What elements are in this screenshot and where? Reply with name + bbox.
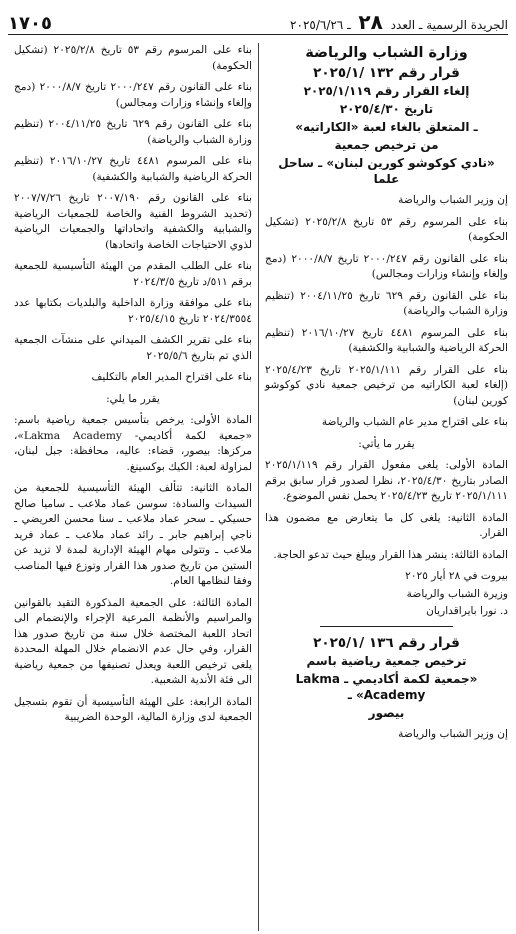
whereas-1: بناء على المرسوم رقم ٥٣ تاريخ ٢٠٢٥/٢/٨ (تشكيل الحكومة) bbox=[14, 44, 252, 72]
whereas-4: بناء على المرسوم ٤٤٨١ تاريخ ٢٠١٦/١٠/٢٧ (تنظيم الحركة الرياضية والشبابية والكشفية) bbox=[14, 155, 252, 183]
whereas-3: بناء على القانون رقم ٦٢٩ تاريخ ٢٠٠٤/١١/٢٥ (تنظيم وزارة الشباب والرياضة) bbox=[14, 118, 252, 146]
article-1: المادة الأولى: يلغى مفعول القرار رقم ٢٠٢٥/١/١١٩ الصادر بتاريخ ٢٠٢٥/٤/٣٠، نظرا لصدور قرار سابق برقم ٢٠٢٥/١/١١١ تاريخ ٢٠٢٥/٤/٢٣ يحمل نفس الموضوع. bbox=[265, 459, 508, 502]
decision-subject-2: من ترخيص جمعية bbox=[334, 138, 439, 152]
page-number: ١٧٠٥ bbox=[8, 13, 52, 34]
publication-name: الجريدة الرسمية ـ العدد bbox=[390, 18, 508, 32]
intro-line: إن وزير الشباب والرياضة bbox=[398, 194, 508, 206]
decision-2-subject-1: ترخيص جمعية رياضية باسم bbox=[306, 653, 467, 668]
decides-line: يقرر ما يلي: bbox=[106, 392, 160, 405]
whereas-8: بناء على تقرير الكشف الميداني على منشآت الجمعية الذي تم بتاريخ ٢٠٢٥/٥/٦ bbox=[14, 334, 252, 362]
section-divider bbox=[320, 626, 454, 627]
article-2: المادة الثانية: يلغى كل ما يتعارض مع مضمون هذا القرار. bbox=[265, 511, 508, 539]
decision-2-title: قرار رقم ١٣٦ /٢٠٢٥/١ bbox=[313, 634, 460, 651]
page-header bbox=[8, 6, 508, 35]
whereas-1: بناء على المرسوم رقم ٥٣ تاريخ ٢٠٢٥/٢/٨ (تشكيل الحكومة) bbox=[265, 215, 508, 243]
whereas-6: بناء على اقتراح مدير عام الشباب والرياضة bbox=[321, 416, 508, 428]
whereas-9: بناء على اقتراح المدير العام بالتكليف bbox=[91, 371, 252, 383]
right-column bbox=[258, 43, 508, 931]
whereas-5: بناء على القانون رقم ٢٠٠٧/١٩٠ تاريخ ٢٠٠٧/٧/٢٦ (تحديد الشروط الفنية والخاصة للجمعيات الرياضية والشبابية والكشفية واتحاداتها والجمعيات الرياضية لذوي الاحتياجات الخاصة واتحادها) bbox=[14, 192, 252, 251]
decides-line: يقرر ما يأتي: bbox=[358, 437, 415, 450]
signature-place-date: بيروت في ٢٨ أيار ٢٠٢٥ bbox=[405, 570, 508, 582]
whereas-7: بناء على موافقة وزارة الداخلية والبلديات بكتابها عدد ٢٠٢٤/٣٥٥٤ تاريخ ٢٠٢٥/٤/١٥ bbox=[14, 297, 252, 325]
decision-subject-3: «نادي كوكوشو كورين لبنان» ـ ساحل علما bbox=[278, 156, 495, 186]
article-3: المادة الثالثة: على الجمعية المذكورة التقيد بالقوانين والمراسيم والأنظمة المرعية الإجراء والإنضمام الى اتحاد اللعبة المختصة خلال سنة من تاريخ صدور هذا القرار، وفي حال عدم الانضمام خلال المهلة المحددة يلغى ترخيص اللعبة ويعدل تصنيفها من جمعية رياضية الى فئة الأندية الشعبية. bbox=[14, 596, 252, 686]
article-3: المادة الثالثة: ينشر هذا القرار ويبلغ حيث تدعو الحاجة. bbox=[273, 548, 508, 561]
ministry-heading: وزارة الشباب والرياضة bbox=[305, 45, 468, 61]
whereas-3: بناء على القانون رقم ٦٢٩ تاريخ ٢٠٠٤/١١/٢٥ (تنظيم وزارة الشباب والرياضة) bbox=[265, 289, 508, 317]
article-4: المادة الرابعة: على الهيئة التأسيسية أن تقوم بتسجيل الجمعية لدى وزارة المالية، الوحدة الضريبية bbox=[14, 695, 252, 723]
article-1: المادة الأولى: يرخص بتأسيس جمعية رياضية باسم: «جمعية لكمة أكاديمي- Lakma Academy»، مركزها: بيصور، قضاء: عاليه، محافظة: جبل لبنان، لمزاولة لعبة: الكيك بوكسينغ. bbox=[14, 414, 252, 473]
decision-date: تاريخ ٢٠٢٥/٤/٣٠ bbox=[339, 102, 434, 116]
signature-name: د. نورا بايراقداريان bbox=[426, 605, 508, 617]
decision-2-subject-3: بيصور bbox=[368, 705, 405, 720]
decision-2-subject-2: «جمعية لكمة أكاديمي ـ Lakma Academy» ـ bbox=[295, 671, 478, 702]
left-column bbox=[8, 43, 258, 931]
article-2: المادة الثانية: تتألف الهيئة التأسيسية للجمعية من السيدات والسادة: سوسن عماد ملاعب ـ ساميا صالح حسيكي ـ سحر عماد ملاعب ـ سنا محسن العريضي ـ ناجي إبراهيم جابر ـ رائد عماد ملاعب ـ عماد فريد ملاعب ـ وتتولى مهام الهيئة الإدارية لمدة لا تزيد عن الستين من تاريخ صدور هذا القرار وتوزع فيها المناصب وفقا لنظامها العام. bbox=[14, 482, 252, 587]
signature-block bbox=[265, 569, 508, 620]
whereas-2: بناء على القانون رقم ٢٠٠٠/٢٤٧ تاريخ ٢٠٠٠/٨/٧ (دمج وإلغاء وإنشاء وزارات ومجالس) bbox=[265, 252, 508, 280]
whereas-5: بناء على القرار رقم ٢٠٢٥/١/١١١ تاريخ ٢٠٢٥/٤/٢٣ (إلغاء لعبة الكاراتيه من ترخيص جمعية نادي كوكوشو كورين لبنان) bbox=[265, 363, 508, 407]
whereas-6: بناء على الطلب المقدم من الهيئة التأسيسية للجمعية برقم ٥١١/د تاريخ ٢٠٢٤/٣/٥ bbox=[14, 260, 252, 288]
columns bbox=[8, 43, 508, 931]
header-left bbox=[290, 10, 508, 34]
decision-2-intro: إن وزير الشباب والرياضة bbox=[398, 727, 508, 740]
issue-date: ـ ٢٠٢٥/٦/٢٦ bbox=[290, 18, 351, 32]
decision-cancel-line: إلغاء القرار رقم ٢٠٢٥/١/١١٩ bbox=[303, 84, 470, 98]
whereas-4: بناء على المرسوم ٤٤٨١ تاريخ ٢٠١٦/١٠/٢٧ (تنظيم الحركة الرياضية والشبابية والكشفية) bbox=[265, 326, 508, 354]
signature-title: وزيرة الشباب والرياضة bbox=[406, 587, 508, 600]
decision-title: قرار رقم ١٣٢ /٢٠٢٥/١ bbox=[313, 65, 460, 81]
issue-number: ٢٨ bbox=[358, 10, 383, 34]
whereas-2: بناء على القانون رقم ٢٠٠٠/٢٤٧ تاريخ ٢٠٠٠/٨/٧ (دمج وإلغاء وإنشاء وزارات ومجالس) bbox=[14, 81, 253, 109]
decision-subject-1: ـ المتعلق بالغاء لعبة «الكاراتيه» bbox=[295, 120, 478, 134]
